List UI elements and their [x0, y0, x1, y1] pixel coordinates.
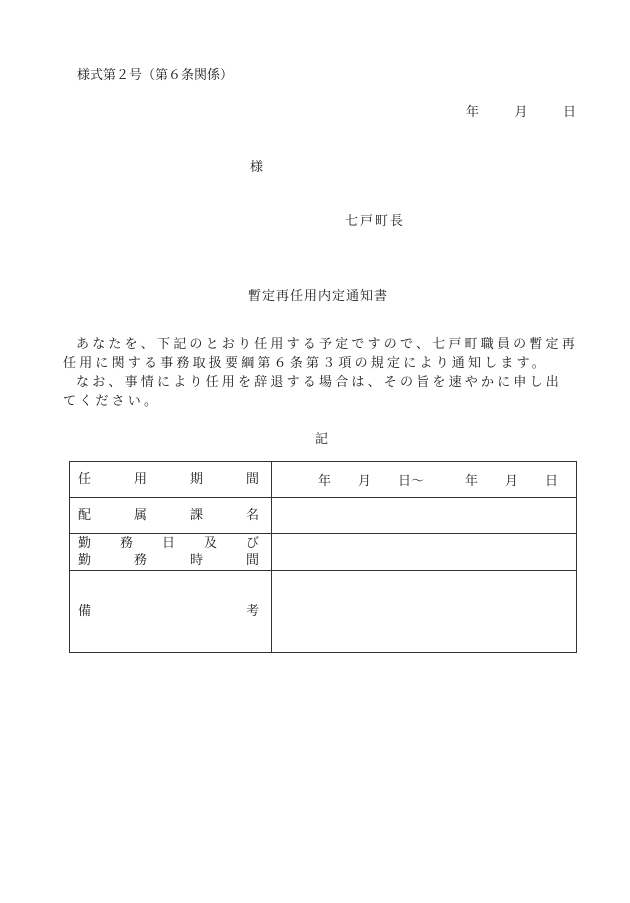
work-schedule-value[interactable] — [272, 534, 577, 571]
body-text — [63, 335, 578, 411]
ki-marker: 記 — [315, 432, 329, 447]
document-title: 暫定再任用内定通知書 — [248, 289, 389, 304]
date-month: 月 — [514, 105, 528, 120]
work-schedule-label: 勤 務 日 及 び 勤 務 時 間 — [70, 534, 272, 571]
department-label: 配 属 課 名 — [70, 498, 272, 534]
table-row-department — [70, 498, 577, 534]
department-value[interactable] — [272, 498, 577, 534]
detail-table — [69, 461, 577, 653]
form-number: 様式第２号（第６条関係） — [77, 68, 234, 83]
table-row-period — [70, 462, 577, 498]
body-paragraph-1: あなたを、下記のとおり任用する予定ですので、七戸町職員の暫定再任用に関する事務取扱要綱第６条第３項の規定により通知します。 — [63, 337, 578, 371]
period-label: 任 用 期 間 — [70, 462, 272, 498]
date-day: 日 — [562, 105, 576, 120]
issue-date — [466, 101, 576, 120]
table-row-work-schedule — [70, 534, 577, 571]
table-row-remarks — [70, 571, 577, 653]
period-value: 年 月 日～ 年 月 日 — [272, 462, 577, 498]
sender-name: 七戸町長 — [345, 214, 406, 229]
date-year: 年 — [466, 105, 480, 120]
remarks-value[interactable] — [272, 571, 577, 653]
addressee-honorific: 様 — [250, 160, 264, 175]
remarks-label: 備 考 — [70, 571, 272, 653]
body-paragraph-2: なお、事情により任用を辞退する場合は、その旨を速やかに申し出てください。 — [63, 375, 563, 409]
